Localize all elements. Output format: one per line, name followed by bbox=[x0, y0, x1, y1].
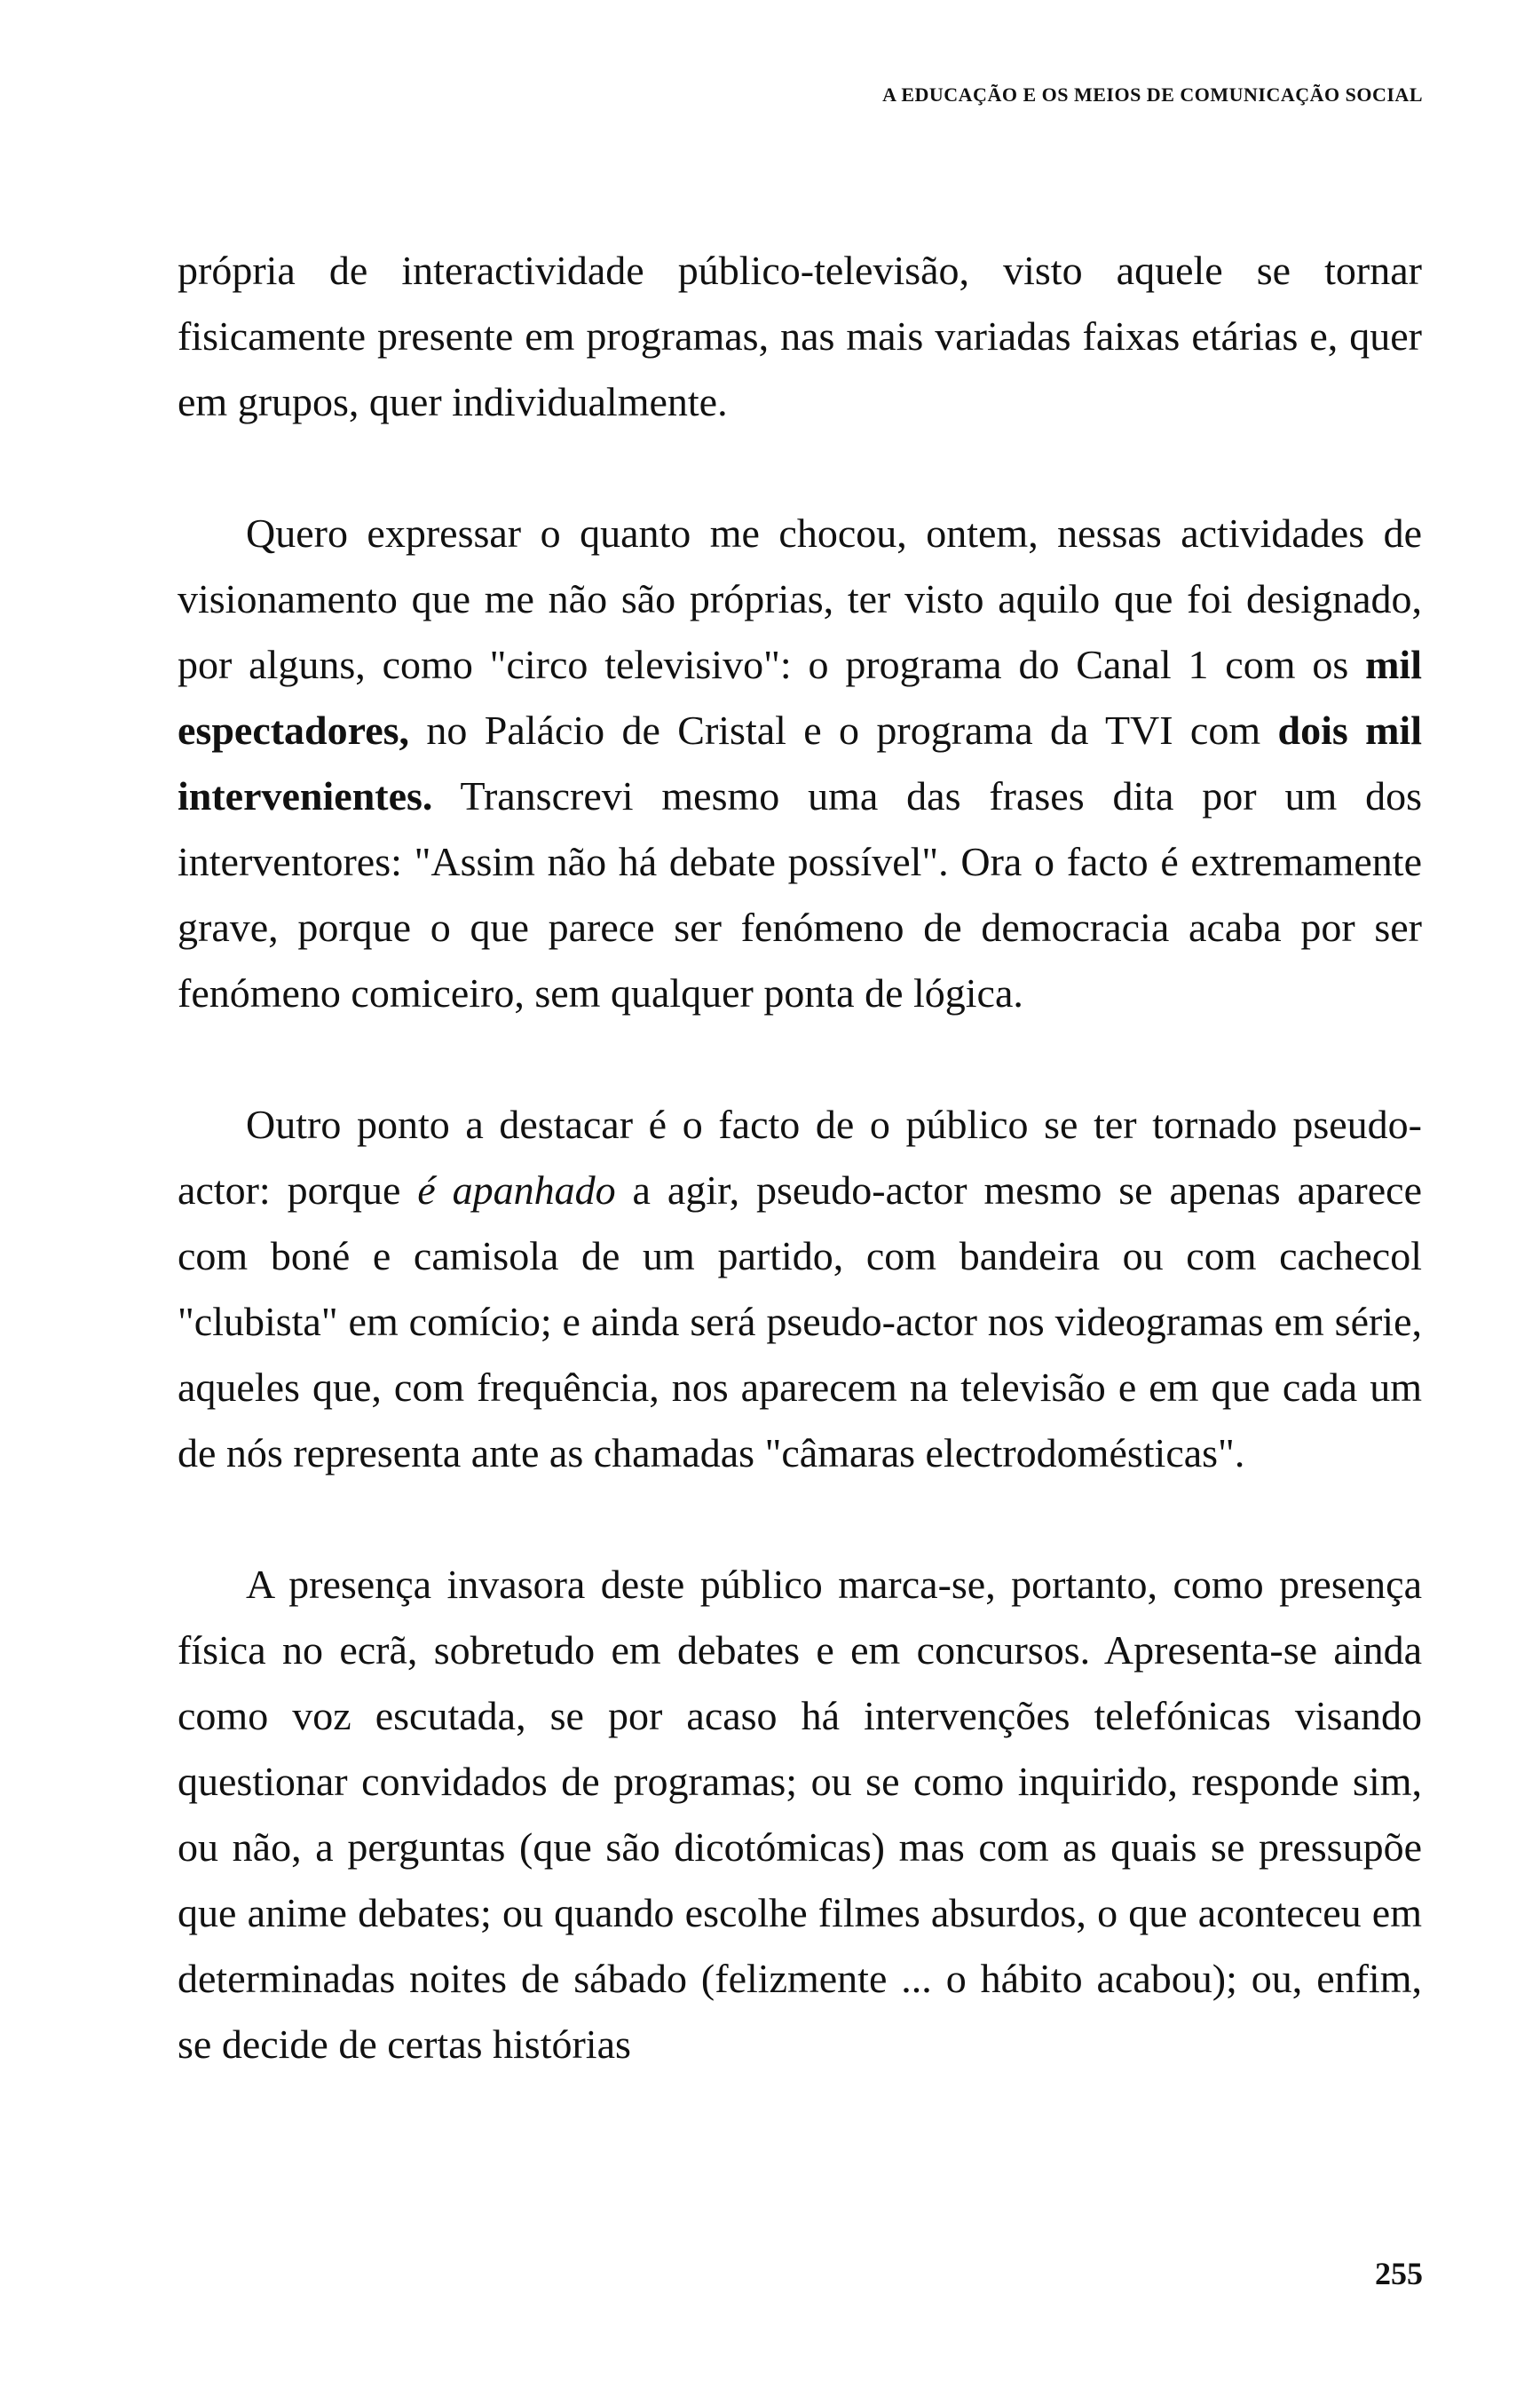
paragraph-text: Quero expressar o quanto me chocou, ontem, nessas actividades de visionamento que me não são próprias, ter visto aquilo que foi designado, por alguns, como "circo televisivo": o programa do Canal 1 com os bbox=[178, 510, 1422, 687]
paragraph-text: a agir, pseudo-actor mesmo se apenas aparece com boné e camisola de um partido, com bandeira ou com cachecol "clubista" em comício; e ainda será pseudo-actor nos videogramas em série, aqueles que, com frequência, nos aparecem na televisão e em que cada um de nós representa ante as chamadas "câmaras electrodomésticas". bbox=[178, 1167, 1422, 1475]
page-body bbox=[178, 238, 1422, 2077]
paragraph-pseudo-actor bbox=[178, 1092, 1422, 1486]
paragraph-text: Outro ponto a destacar é o facto de o público se ter tornado pseudo-actor: porque bbox=[178, 1102, 1422, 1213]
paragraph-text: no Palácio de Cristal e o programa da TVI com bbox=[409, 708, 1278, 753]
paragraph-text: própria de interactividade público-televisão, visto aquele se tornar fisicamente presente em programas, nas mais variadas faixas etárias e, quer em grupos, quer individualmente. bbox=[178, 248, 1422, 424]
paragraph-text: A presença invasora deste público marca-se, portanto, como presença física no ecrã, sobretudo em debates e em concursos. Apresenta-se ainda como voz escutada, se por acaso há intervenções telefónicas visando questionar convidados de programas; ou se como inquirido, responde sim, ou não, a perguntas (que são dicotómicas) mas com as quais se pressupõe que anime debates; ou quando escolhe filmes absurdos, o que aconteceu em determinadas noites de sábado (felizmente ... o hábito acabou); ou, enfim, se decide de certas histórias bbox=[178, 1562, 1422, 2067]
running-header: A EDUCAÇÃO E OS MEIOS DE COMUNICAÇÃO SOCIAL bbox=[882, 83, 1423, 106]
paragraph-text: Transcrevi mesmo uma das frases dita por um dos interventores: "Assim não há debate possível". Ora o facto é extremamente grave, porque o que parece ser fenómeno de democracia acaba por ser fenómeno comiceiro, sem qualquer ponta de lógica. bbox=[178, 773, 1422, 1016]
paragraph-circo-televisivo bbox=[178, 501, 1422, 1026]
paragraph-continuation bbox=[178, 238, 1422, 435]
emphasis-bold: dois mil intervenientes. bbox=[178, 708, 1422, 819]
emphasis-bold: mil espectadores, bbox=[178, 642, 1422, 753]
paragraph-presenca-invasora bbox=[178, 1552, 1422, 2077]
page-number: 255 bbox=[1375, 2256, 1423, 2291]
emphasis-italic: é apanhado bbox=[417, 1167, 616, 1213]
